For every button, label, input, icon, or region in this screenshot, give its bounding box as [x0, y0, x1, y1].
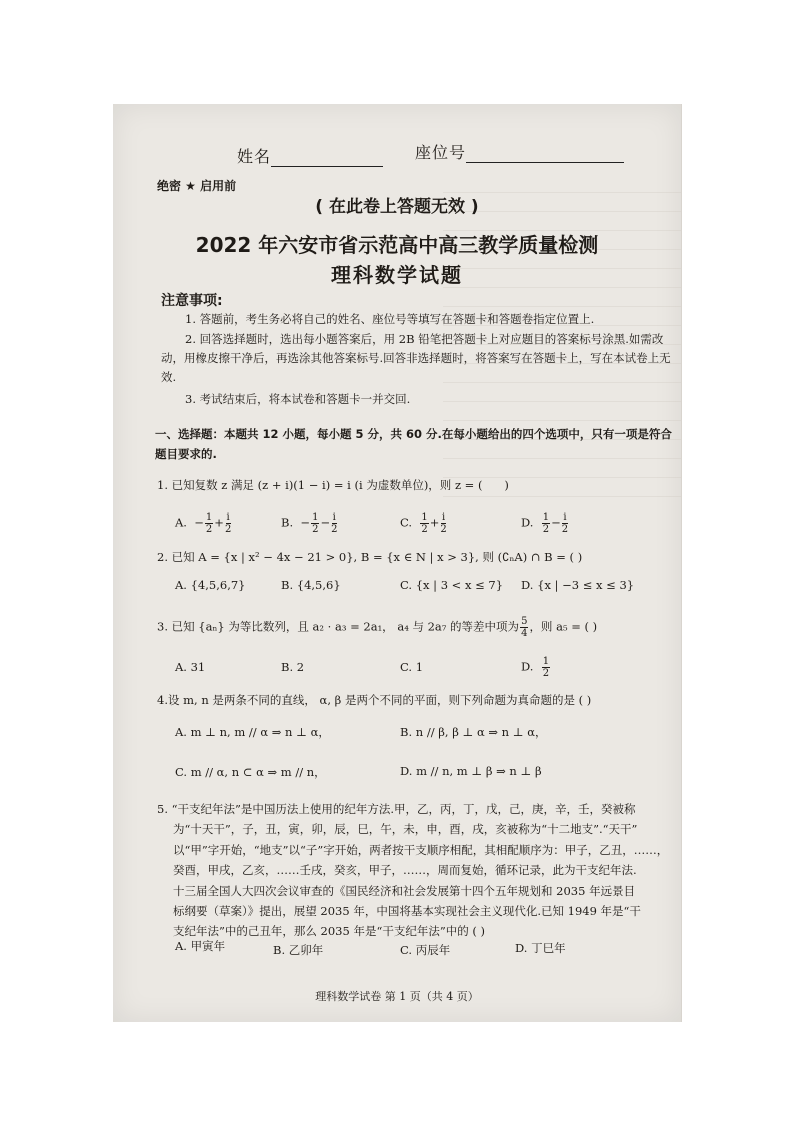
question-5-line-1: 5. “干支纪年法”是中国历法上使用的纪年方法.甲，乙，丙，丁，戊，己，庚，辛，壬，癸被称 — [157, 802, 636, 816]
question-5-line-3: 以“甲”字开始，“地支”以“子”字开始，两者按干支顺序相配，其相配顺序为：甲子，乙丑，……， — [173, 843, 669, 857]
denominator: 2 — [542, 524, 550, 535]
denominator: 2 — [224, 524, 232, 535]
seat-label: 座位号 — [415, 143, 467, 162]
question-1-option-b — [281, 512, 338, 535]
name-blank — [271, 150, 383, 167]
question-1-option-c — [400, 512, 448, 535]
fraction — [225, 512, 231, 535]
denominator: 2 — [440, 524, 447, 535]
question-3-text-a: 3. 已知 {aₙ} 为等比数列，且 a₂ · a₃ = 2a₁， a₄ 与 2a₇ 的等差中项为 — [157, 619, 520, 634]
numerator: 5 — [521, 616, 528, 627]
question-5-line-4: 癸酉，甲戌，乙亥，……壬戌，癸亥，甲子，……，周而复始，循环记录，此为干支纪年法. — [173, 863, 637, 877]
fraction — [440, 512, 446, 535]
question-3-text-b: ，则 a₅ = ( ) — [529, 619, 598, 634]
section-heading: 一、选择题：本题共 12 小题，每小题 5 分，共 60 分.在每小题给出的四个选项中，只有一项是符合题目要求的. — [155, 427, 672, 461]
question-3-option-c: C. 1 — [400, 660, 424, 674]
denominator: 2 — [331, 524, 338, 535]
question-4-stem: 4.设 m, n 是两条不同的直线， α, β 是两个不同的平面，则下列命题为真命题的是 ( ) — [157, 693, 592, 707]
question-1-option-d — [521, 512, 569, 535]
sign: + — [214, 515, 224, 530]
question-4-option-c: C. m // α, n ⊂ α ⇒ m // n， — [175, 765, 326, 779]
question-5-option-b: B. 乙卯年 — [273, 943, 324, 957]
numerator: 1 — [542, 656, 550, 667]
numerator: 1 — [312, 512, 319, 523]
question-5-line-7: 支纪年法”中的己丑年，那么 2035 年是“干支纪年法”中的 ( ) — [173, 924, 485, 938]
fraction — [420, 512, 428, 535]
numerator: 1 — [205, 512, 213, 523]
seat-blank — [466, 146, 624, 163]
sign: + — [429, 515, 440, 530]
option-label: B. — [281, 515, 294, 530]
question-5-option-c: C. 丙辰年 — [400, 943, 451, 957]
name-label: 姓名 — [237, 147, 272, 166]
option-label: A. — [175, 515, 187, 530]
fraction — [311, 512, 319, 535]
numerator: i — [441, 512, 446, 523]
seat-field — [415, 140, 624, 163]
denominator: 2 — [542, 668, 550, 679]
question-5-option-d: D. 丁巳年 — [515, 941, 566, 955]
sign: − — [300, 515, 311, 530]
question-5-line-5: 十三届全国人大四次会议审查的《国民经济和社会发展第十四个五年规划和 2035 年远景目 — [173, 884, 636, 898]
question-1-paren: ) — [504, 478, 509, 492]
question-3-stem — [157, 616, 597, 639]
fraction — [205, 512, 213, 535]
secret-label: 绝密 ★ 启用前 — [157, 179, 237, 193]
sign: − — [320, 515, 331, 530]
question-1-text: 1. 已知复数 z 满足 (z + i)(1 − i) = i (i 为虚数单位)，则 z = ( — [157, 478, 483, 492]
page-footer: 理科数学试卷 第 1 页（共 4 页） — [315, 990, 479, 1003]
numerator: i — [332, 512, 336, 523]
fraction — [520, 616, 528, 639]
fraction — [562, 512, 568, 535]
question-5-line-2: 为“十天干”，子，丑，寅，卯，辰，巳，午，未，申，酉，戌，亥被称为“十二地支”.“天干” — [173, 822, 638, 836]
question-1-stem — [157, 476, 509, 495]
denominator: 2 — [421, 524, 428, 535]
exam-subject-title: 理科数学试题 — [331, 263, 463, 287]
fraction — [542, 656, 550, 679]
question-5-option-a: A. 甲寅年 — [175, 939, 226, 953]
option-label: D. — [521, 659, 534, 674]
question-4-option-a: A. m ⊥ n, m // α ⇒ n ⊥ α， — [175, 725, 330, 739]
fraction — [542, 512, 550, 535]
denominator: 2 — [312, 524, 319, 535]
invalid-notice: ( 在此卷上答题无效 ) — [315, 197, 479, 217]
denominator: 2 — [205, 524, 213, 535]
sign: − — [194, 515, 204, 530]
question-2-option-d: D. {x | −3 ≤ x ≤ 3} — [521, 578, 635, 592]
notice-item-2: 2. 回答选择题时，选出每小题答案后，用 2B 铅笔把答题卡上对应题目的答案标号涂黑.如需改动，用橡皮擦干净后，再选涂其他答案标号.回答非选择题时，将答案写在答题卡上，写在本试卷上无效. — [161, 332, 671, 384]
option-label: C. — [400, 515, 413, 530]
question-4-option-d: D. m // n, m ⊥ β ⇒ n ⊥ β — [400, 764, 542, 778]
notice-heading: 注意事项: — [161, 293, 223, 309]
notice-item-3: 3. 考试结束后，将本试卷和答题卡一并交回. — [185, 392, 411, 406]
option-label: D. — [521, 515, 534, 530]
exam-title: 2022 年六安市省示范高中高三教学质量检测 — [195, 233, 599, 257]
question-2-option-b: B. {4,5,6} — [281, 578, 341, 592]
question-5-line-6: 标纲要（草案）》提出，展望 2035 年，中国将基本实现社会主义现代化.已知 1949 年是“干 — [173, 904, 641, 918]
numerator: 1 — [421, 512, 428, 523]
question-3-option-a: A. 31 — [175, 660, 206, 674]
exam-paper — [113, 104, 681, 1022]
question-2-stem: 2. 已知 A = {x | x² − 4x − 21 > 0}, B = {x ∈ N | x > 3}, 则 (∁ₙA) ∩ B = ( ) — [157, 550, 583, 564]
question-2-option-a: A. {4,5,6,7} — [175, 578, 246, 592]
question-4-option-b: B. n // β, β ⊥ α ⇒ n ⊥ α， — [400, 725, 547, 739]
question-3-option-b: B. 2 — [281, 660, 305, 674]
paper-edge — [681, 104, 682, 1022]
denominator: 2 — [561, 524, 569, 535]
fraction — [331, 512, 337, 535]
numerator: 1 — [542, 512, 550, 523]
notice-item-1: 1. 答题前，考生务必将自己的姓名、座位号等填写在答题卡和答题卷指定位置上. — [185, 312, 595, 326]
question-3-option-d — [521, 656, 551, 679]
question-2-option-c: C. {x | 3 < x ≤ 7} — [400, 578, 504, 592]
question-1-option-a — [175, 512, 232, 535]
sign: − — [551, 515, 561, 530]
numerator: i — [563, 512, 567, 523]
numerator: i — [226, 512, 230, 523]
denominator: 4 — [521, 628, 528, 639]
name-field — [237, 144, 383, 167]
